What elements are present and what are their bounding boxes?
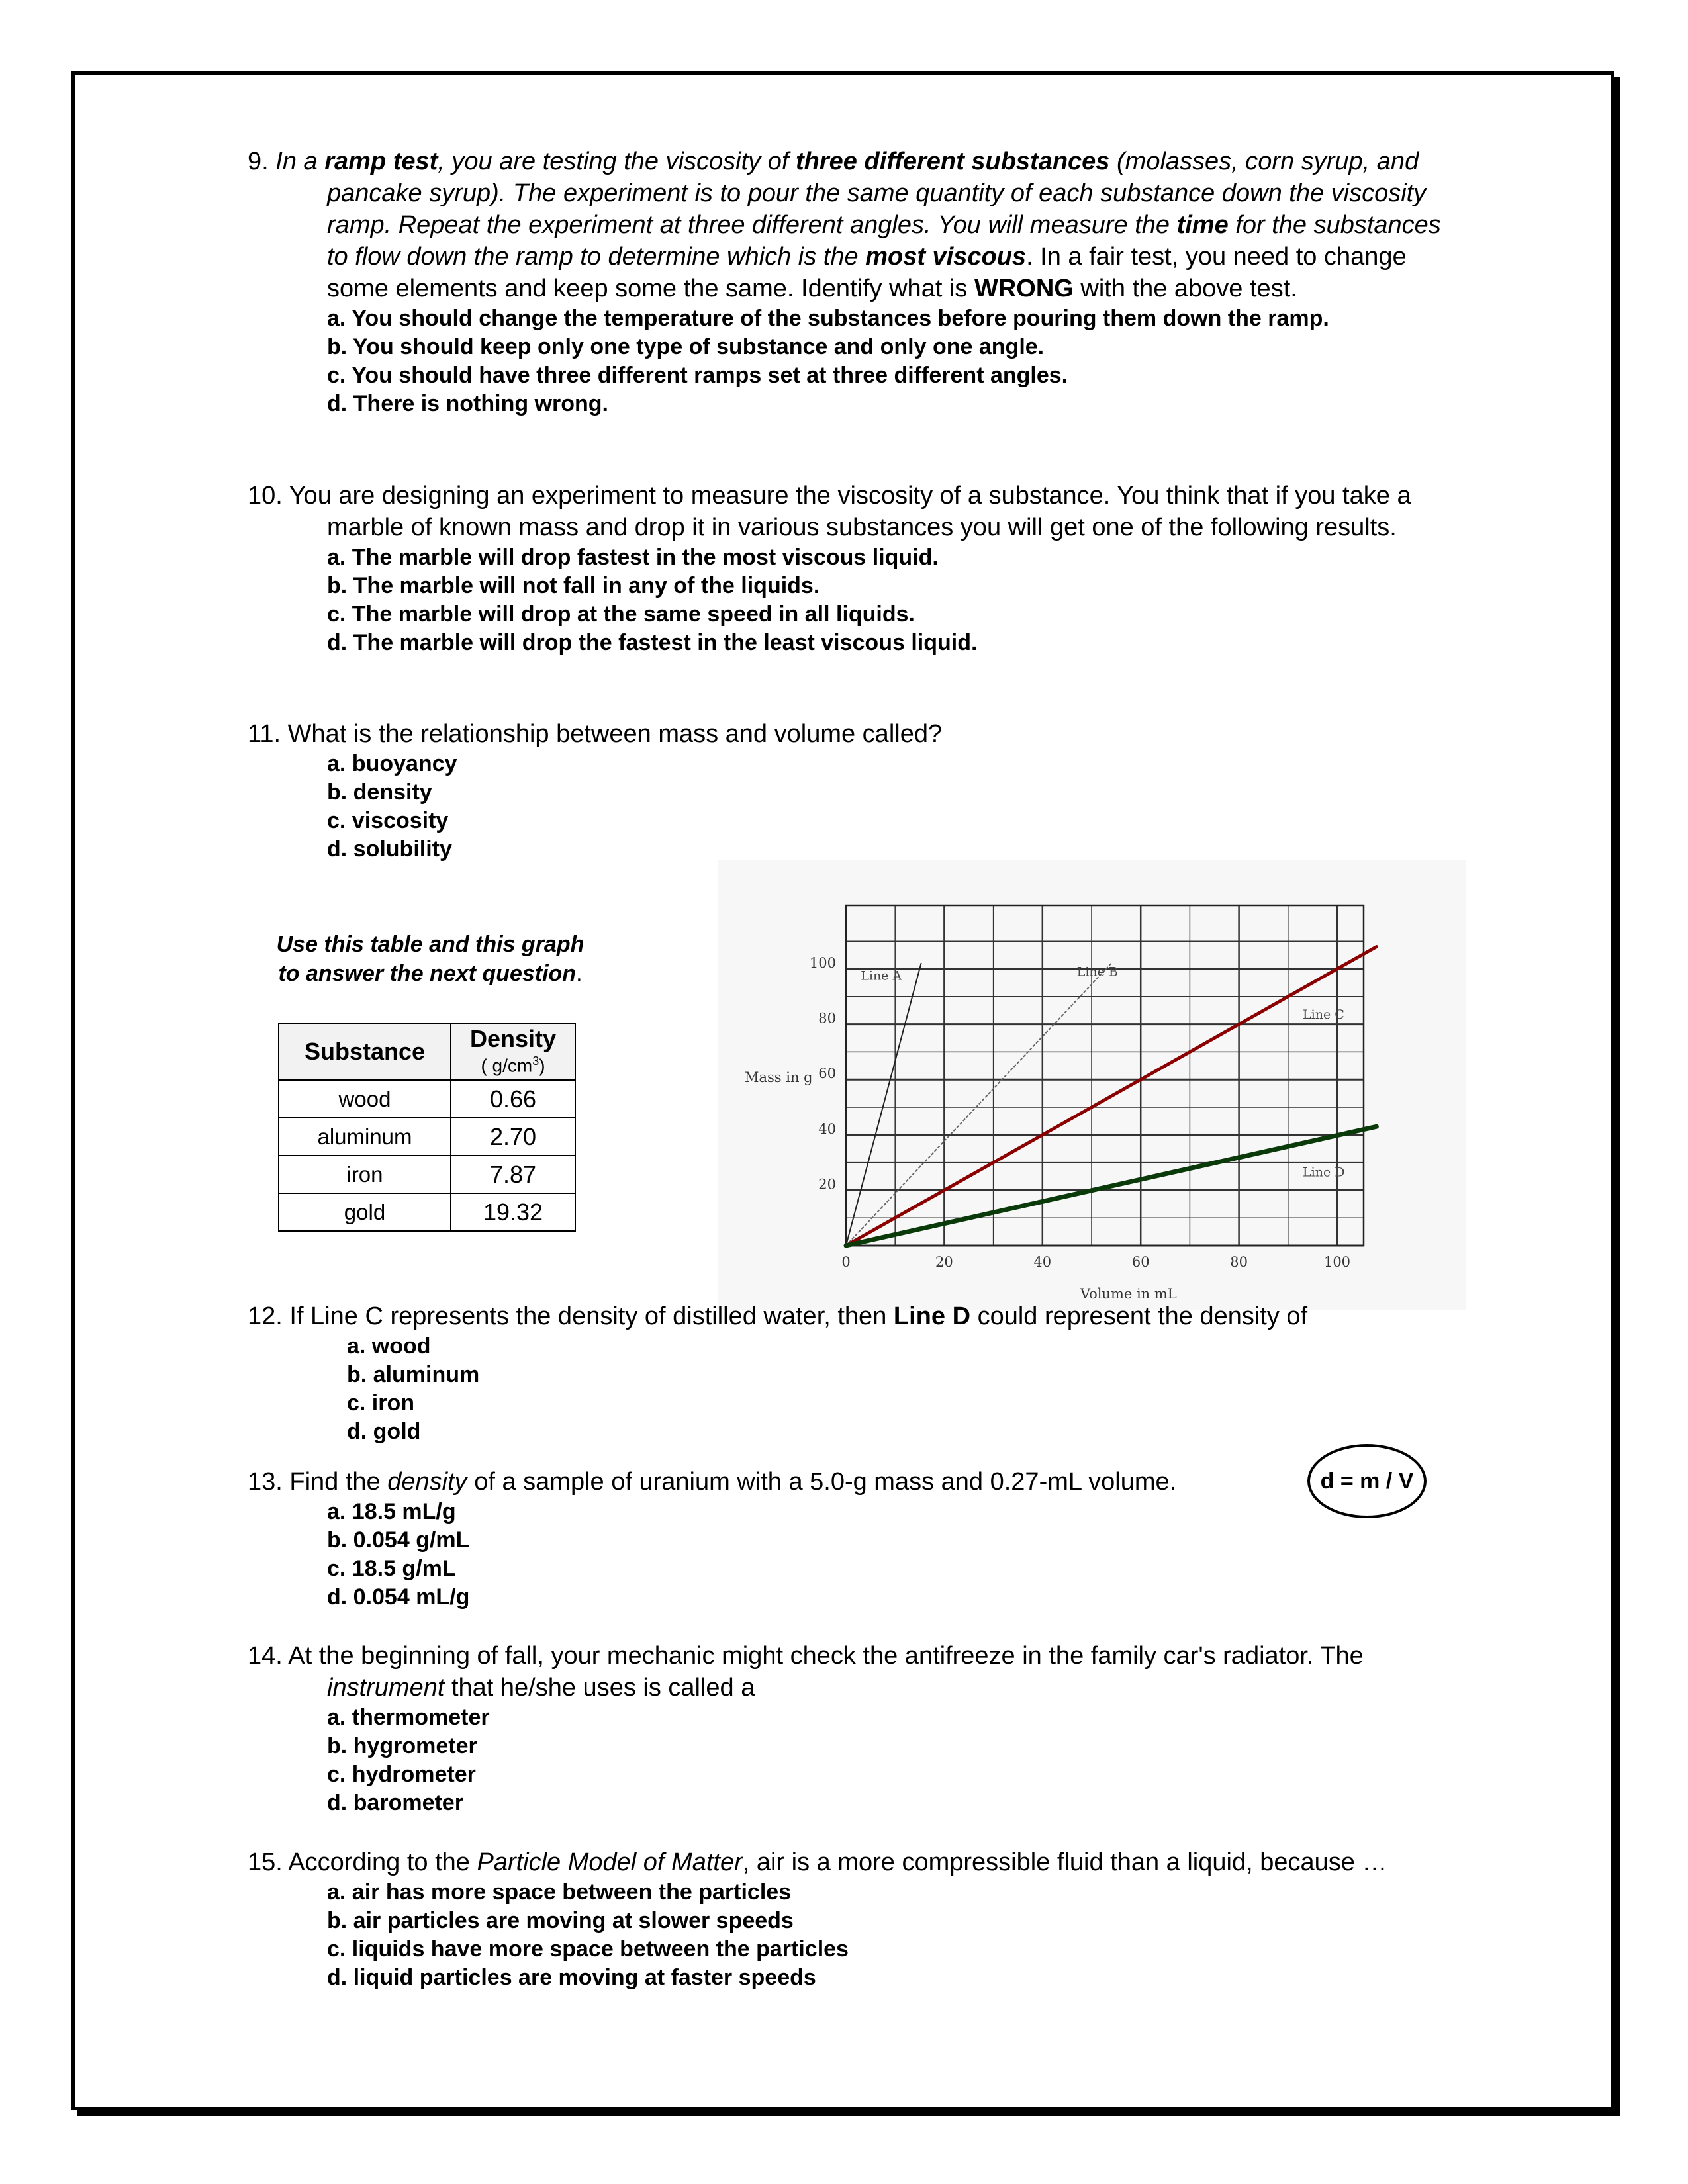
instruction-line-1: Use this table and this graph — [276, 932, 585, 957]
table-row — [279, 1118, 575, 1156]
question-13 — [248, 1466, 1452, 1612]
y-axis-label: Mass in g — [745, 1069, 813, 1085]
question-15 — [248, 1846, 1452, 1992]
substance-cell: gold — [279, 1193, 451, 1231]
question-12 — [248, 1300, 1452, 1446]
question-9-options — [248, 304, 1452, 418]
density-cell: 7.87 — [451, 1156, 575, 1193]
answer-option[interactable]: b. 0.054 g/mL — [327, 1527, 470, 1553]
answer-option[interactable]: d. The marble will drop the fastest in the least viscous liquid. — [327, 630, 978, 655]
question-14 — [248, 1640, 1452, 1817]
answer-option[interactable]: a. You should change the temperature of the substances before pouring them down the ramp. — [327, 306, 1329, 331]
table-graph-instruction — [245, 930, 616, 988]
series-label: Line D — [1303, 1165, 1345, 1180]
answer-option[interactable]: c. You should have three different ramps set at three different angles. — [327, 363, 1068, 388]
y-tick-label: 60 — [818, 1066, 836, 1082]
question-11-options — [248, 750, 1452, 864]
instruction-line-2: to answer the next question — [278, 961, 577, 986]
x-tick-label: 100 — [1323, 1254, 1351, 1270]
question-12-options — [248, 1332, 1452, 1446]
answer-option[interactable]: c. viscosity — [327, 808, 449, 833]
answer-option[interactable]: a. buoyancy — [327, 751, 457, 776]
series-label: Line B — [1076, 964, 1118, 979]
series-label: Line A — [861, 968, 902, 983]
question-13-stem: 13. Find the density of a sample of uranium with a 5.0-g mass and 0.27-mL volume. — [248, 1468, 1177, 1496]
x-tick-label: 80 — [1230, 1254, 1248, 1270]
header-substance: Substance — [279, 1023, 451, 1080]
series-label: Line C — [1303, 1007, 1344, 1023]
x-axis-label: Volume in mL — [1080, 1286, 1177, 1302]
table-row — [279, 1156, 575, 1193]
y-tick-label: 80 — [818, 1010, 836, 1026]
answer-option[interactable]: d. solubility — [327, 837, 452, 862]
y-tick-label: 100 — [809, 955, 836, 971]
question-12-stem: 12. If Line C represents the density of distilled water, then Line D could represent the density of — [248, 1302, 1308, 1330]
density-cell: 0.66 — [451, 1080, 575, 1118]
answer-option[interactable]: b. aluminum — [347, 1362, 480, 1387]
answer-option[interactable]: b. density — [327, 780, 432, 805]
header-density: Density ( $g/cm^3$) — [451, 1023, 575, 1080]
question-9 — [248, 146, 1452, 418]
density-cell: 19.32 — [451, 1193, 575, 1231]
answer-option[interactable]: a. wood — [347, 1334, 431, 1359]
answer-option[interactable]: a. 18.5 mL/g — [327, 1499, 456, 1524]
y-tick-label: 20 — [818, 1176, 836, 1193]
question-15-stem: 15. According to the Particle Model of Matter, air is a more compressible fluid than a liquid, because … — [248, 1848, 1387, 1876]
answer-option[interactable]: c. liquids have more space between the particles — [327, 1936, 849, 1962]
y-tick-label: 40 — [818, 1120, 836, 1137]
answer-option[interactable]: a. The marble will drop fastest in the most viscous liquid. — [327, 545, 939, 570]
question-13-options — [248, 1498, 1452, 1612]
answer-option[interactable]: d. gold — [347, 1419, 421, 1444]
answer-option[interactable]: d. There is nothing wrong. — [327, 391, 608, 416]
question-14-options — [248, 1704, 1452, 1817]
question-10-stem: 10. You are designing an experiment to measure the viscosity of a substance. You think that if you take a marble of known mass and drop it in various substances you will get one of the following results. — [248, 482, 1411, 541]
question-14-stem: 14. At the beginning of fall, your mechanic might check the antifreeze in the family car's radiator. The instrument that he/she uses is called a — [248, 1642, 1364, 1702]
answer-option[interactable]: b. You should keep only one type of substance and only one angle. — [327, 334, 1045, 359]
instruction-period: . — [576, 961, 583, 986]
x-tick-label: 40 — [1033, 1254, 1052, 1270]
answer-option[interactable]: c. hydrometer — [327, 1762, 476, 1787]
question-9-stem: 9. In a ramp test, you are testing the viscosity of three different substances (molasses, corn syrup, and pancake syrup). The experiment is to pour the same quantity of each substance down the viscosity ramp. Repeat the experiment at three different angles. You will measure the time for the substances to flow down the ramp to determine which is the most viscous. In a fair test, you need to change some elements and keep some the same. Identify what is WRONG with the above test. — [248, 148, 1441, 302]
answer-option[interactable]: b. The marble will not fall in any of the liquids. — [327, 573, 820, 598]
density-formula-oval: d = m / V — [1307, 1444, 1427, 1518]
answer-option[interactable]: c. The marble will drop at the same speed in all liquids. — [327, 602, 915, 627]
table-row — [279, 1080, 575, 1118]
answer-option[interactable]: d. 0.054 mL/g — [327, 1584, 470, 1610]
answer-option[interactable]: a. thermometer — [327, 1705, 490, 1730]
answer-option[interactable]: c. 18.5 g/mL — [327, 1556, 456, 1581]
density-table — [278, 1023, 576, 1232]
answer-option[interactable]: a. air has more space between the particles — [327, 1880, 792, 1905]
table-header-row — [279, 1023, 575, 1080]
substance-cell: wood — [279, 1080, 451, 1118]
question-10-options — [248, 543, 1452, 657]
question-15-options — [248, 1878, 1452, 1992]
x-tick-label: 20 — [935, 1254, 953, 1270]
table-row — [279, 1193, 575, 1231]
x-tick-label: 0 — [841, 1254, 851, 1270]
substance-cell: iron — [279, 1156, 451, 1193]
substance-cell: aluminum — [279, 1118, 451, 1156]
question-11 — [248, 718, 1452, 864]
answer-option[interactable]: d. liquid particles are moving at faster speeds — [327, 1965, 816, 1990]
question-10 — [248, 480, 1452, 657]
x-tick-label: 60 — [1131, 1254, 1150, 1270]
answer-option[interactable]: c. iron — [347, 1390, 415, 1416]
density-cell: 2.70 — [451, 1118, 575, 1156]
answer-option[interactable]: b. hygrometer — [327, 1733, 477, 1758]
answer-option[interactable]: b. air particles are moving at slower speeds — [327, 1908, 794, 1933]
question-11-stem: 11. What is the relationship between mass and volume called? — [248, 720, 943, 748]
chart-background — [718, 860, 1466, 1310]
answer-option[interactable]: d. barometer — [327, 1790, 463, 1815]
mass-volume-graph — [718, 860, 1466, 1310]
